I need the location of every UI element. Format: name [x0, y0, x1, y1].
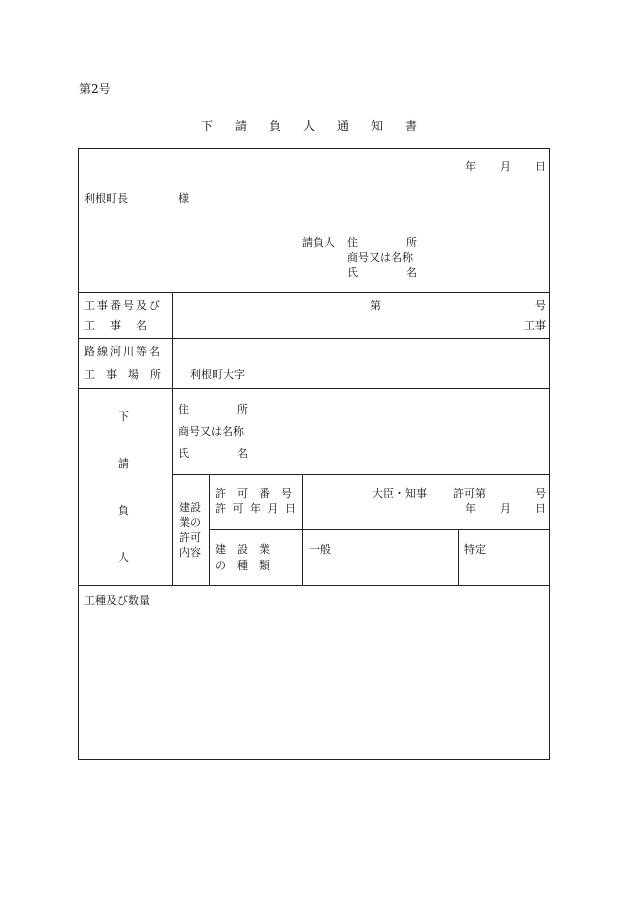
- permit-authority: 大臣・知事: [372, 487, 427, 500]
- contractor-trade-name-label: 商号又は名称: [347, 251, 413, 264]
- date-month-label: 月: [500, 160, 511, 173]
- divider: [78, 585, 550, 586]
- permit-group-label: 業の: [179, 516, 201, 529]
- permit-date-day: 日: [535, 502, 546, 515]
- divider: [172, 292, 173, 585]
- business-type-specific: 特定: [464, 543, 486, 556]
- divider: [172, 474, 550, 475]
- subcontractor-label-char: 請: [118, 457, 129, 470]
- permit-number-label: 許 可 番 号: [215, 487, 292, 500]
- contractor-address-label: 住 所: [347, 236, 417, 249]
- title-char: 負: [268, 119, 281, 133]
- location-label-line2: 工 事 場 所: [84, 368, 161, 381]
- work-types-label: 工種及び数量: [84, 594, 150, 607]
- subcontractor-label-char: 下: [118, 410, 129, 423]
- project-work-suffix: 工事: [524, 319, 546, 332]
- divider: [302, 474, 303, 585]
- honorific: 様: [178, 192, 189, 205]
- addressee: 利根町長: [84, 192, 128, 205]
- title-char: 下: [200, 119, 213, 133]
- divider: [78, 338, 550, 339]
- title-char: 人: [302, 119, 315, 133]
- divider: [209, 529, 550, 530]
- project-label-line1: 工事番号及び: [84, 299, 162, 312]
- permit-date-label: 許可年月日: [215, 502, 303, 515]
- subcontractor-label-char: 負: [118, 504, 129, 517]
- divider: [458, 529, 459, 585]
- business-type-label: の 種 類: [215, 559, 270, 572]
- contractor-name-label: 氏 名: [347, 266, 417, 279]
- permit-group-label: 内容: [179, 546, 201, 559]
- project-number-suffix: 号: [535, 299, 546, 312]
- contractor-label: 請負人: [302, 236, 335, 249]
- subcontractor-name-label: 氏 名: [178, 447, 248, 460]
- permit-group-label: 建設: [179, 501, 201, 514]
- form-number: 第2号: [79, 82, 111, 96]
- title-char: 知: [370, 119, 383, 133]
- permit-date-month: 月: [500, 502, 511, 515]
- permit-date-year: 年: [465, 502, 476, 515]
- subcontractor-trade-name-label: 商号又は名称: [178, 425, 244, 438]
- divider: [209, 474, 210, 585]
- business-type-label: 建 設 業: [215, 543, 270, 556]
- permit-number-suffix: 号: [535, 487, 546, 500]
- form-title: [190, 120, 428, 132]
- subcontractor-address-label: 住 所: [178, 403, 248, 416]
- title-char: 書: [404, 119, 417, 133]
- business-type-general: 一般: [309, 543, 331, 556]
- location-place-value: 利根町大字: [190, 368, 245, 381]
- permit-group-label: 許可: [179, 531, 201, 544]
- subcontractor-label-char: 人: [118, 551, 129, 564]
- date-year-label: 年: [465, 160, 476, 173]
- divider: [78, 388, 550, 389]
- divider: [78, 292, 550, 293]
- project-label-line2: 工 事 名: [84, 319, 149, 332]
- title-char: 請: [234, 119, 247, 133]
- project-number-prefix: 第: [370, 299, 381, 312]
- title-char: 通: [336, 119, 349, 133]
- permit-number-prefix: 許可第: [453, 487, 486, 500]
- location-label-line1: 路線河川等名: [84, 345, 162, 358]
- date-day-label: 日: [535, 160, 546, 173]
